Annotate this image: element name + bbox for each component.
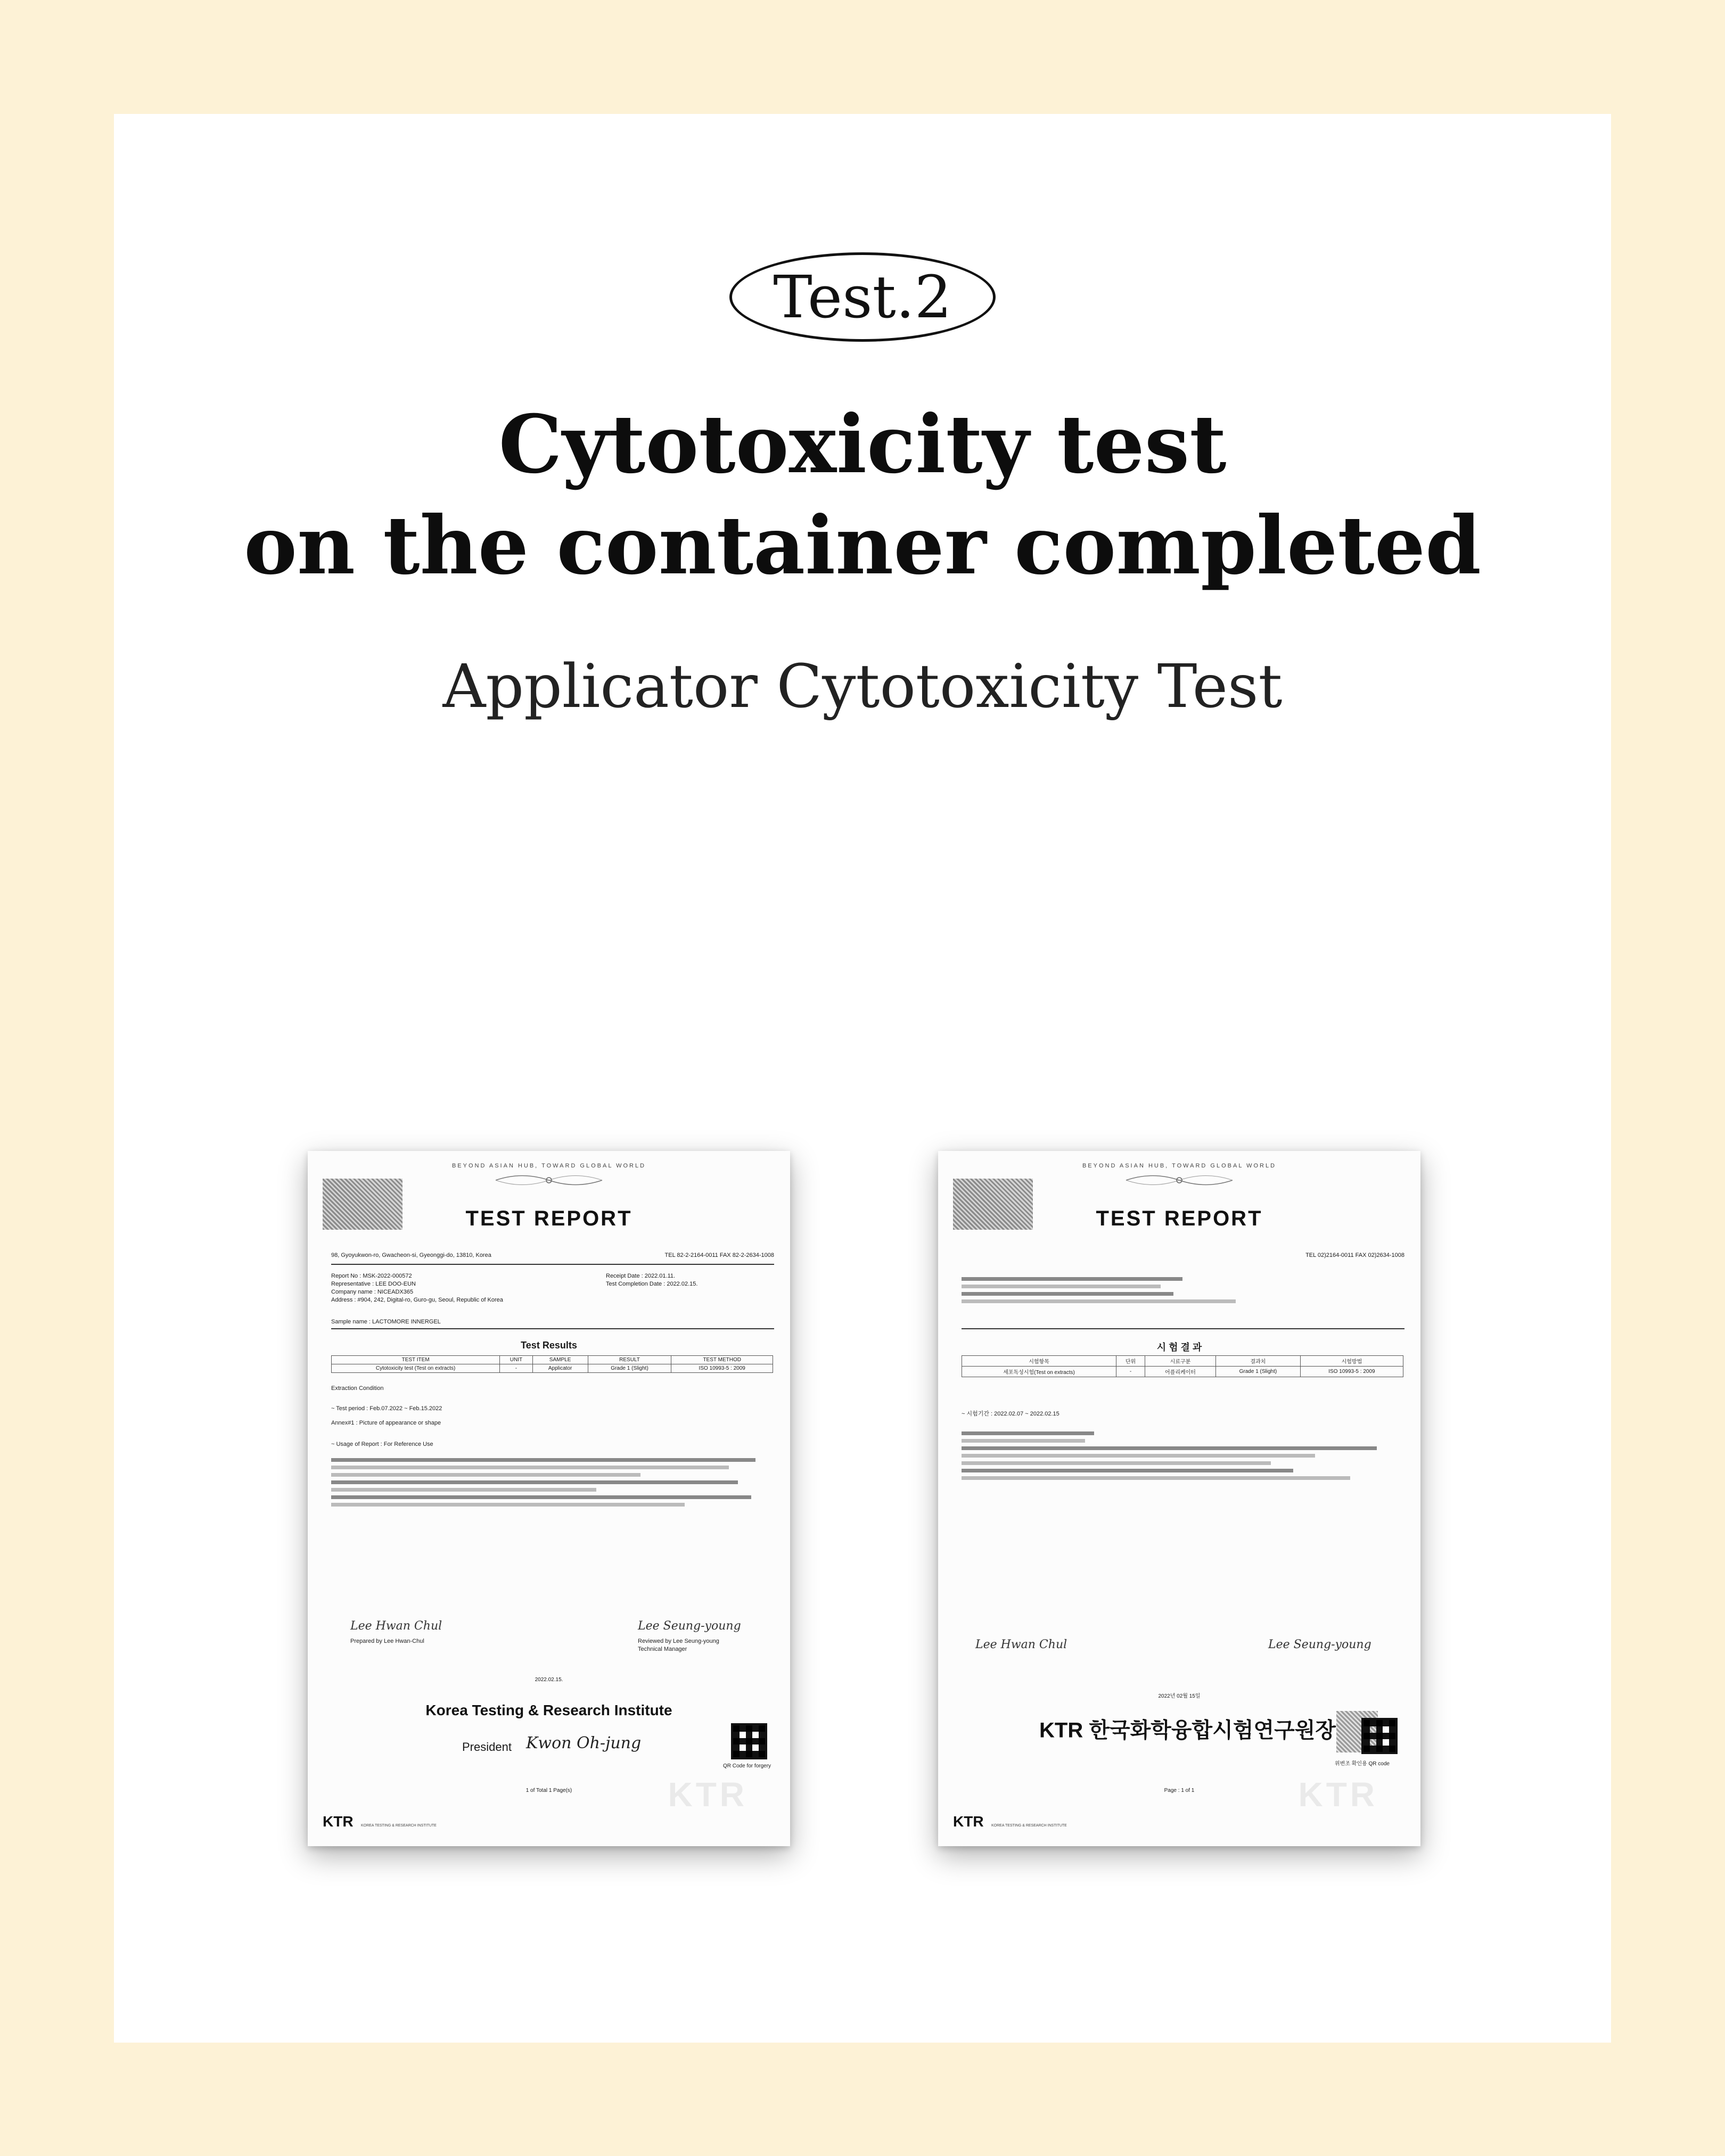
table-header: TEST METHOD <box>671 1356 773 1364</box>
report-address: 98, Gyoyukwon-ro, Gwacheon-si, Gyeonggi-do, 13810, Korea <box>331 1252 491 1258</box>
table-header: 결과치 <box>1216 1356 1301 1367</box>
report-title: TEST REPORT <box>465 1207 632 1230</box>
page-title <box>0 394 1725 596</box>
divider <box>962 1328 1404 1329</box>
completion-date: Test Completion Date : 2022.02.15. <box>606 1281 698 1287</box>
report-tel-fax: TEL 02)2164-0011 FAX 02)2634-1008 <box>1305 1252 1404 1258</box>
reviewed-signature: Lee Seung-young <box>638 1619 741 1633</box>
results-table <box>331 1355 773 1373</box>
annex: Annex#1 : Picture of appearance or shape <box>331 1420 441 1426</box>
table-header: RESULT <box>588 1356 671 1364</box>
meta-value: : MSK-2022-000572 <box>359 1273 412 1279</box>
page-number: Page : 1 of 1 <box>1164 1788 1195 1793</box>
president-signature: Kwon Oh-jung <box>526 1734 642 1752</box>
report-dates <box>606 1272 697 1288</box>
results-table <box>962 1355 1403 1377</box>
page-subtitle: Applicator Cytotoxicity Test <box>442 652 1283 721</box>
president-label: President <box>462 1740 512 1754</box>
qr-code-icon <box>731 1723 767 1759</box>
page-title-line-1: Cytotoxicity test <box>498 398 1227 491</box>
reviewed-signature: Lee Seung-young <box>1268 1638 1371 1651</box>
table-cell: ISO 10993-5 : 2009 <box>1300 1367 1403 1377</box>
table-header: UNIT <box>500 1356 532 1364</box>
ktr-watermark: KTR <box>1298 1775 1378 1814</box>
table-cell: Grade 1 (Slight) <box>1216 1367 1301 1377</box>
ktr-logo: KTR <box>953 1813 984 1830</box>
korean-meta-lines <box>962 1273 1403 1307</box>
ktr-logo: KTR <box>323 1813 354 1830</box>
report-usage: ~ Usage of Report : For Reference Use <box>331 1441 433 1447</box>
test-number-badge: Test.2 <box>729 252 996 342</box>
report-tel-fax: TEL 82-2-2164-0011 FAX 82-2-2634-1008 <box>664 1252 774 1258</box>
page-number: 1 of Total 1 Page(s) <box>525 1788 572 1793</box>
divider <box>331 1264 774 1265</box>
test-period: ~ Test period : Feb.07.2022 ~ Feb.15.2022 <box>331 1405 442 1412</box>
table-header: TEST ITEM <box>332 1356 500 1364</box>
results-title: Test Results <box>521 1340 577 1351</box>
table-header: SAMPLE <box>532 1356 588 1364</box>
results-title: 시 험 결 과 <box>1156 1342 1202 1353</box>
meta-label: Company name <box>331 1289 373 1295</box>
qr-code-icon <box>1361 1718 1398 1754</box>
table-cell: - <box>500 1364 532 1373</box>
institute-name <box>1039 1711 1378 1752</box>
meta-value: : #904, 242, Digital-ro, Guro-gu, Seoul, Republic of Korea <box>354 1297 503 1303</box>
korean-note-lines <box>962 1428 1403 1484</box>
technical-manager: Technical Manager <box>638 1646 687 1652</box>
test-period: ~ 시험기간 : 2022.02.07 ~ 2022.02.15 <box>962 1411 1059 1417</box>
english-test-report-image <box>308 1151 790 1846</box>
ornament-icon <box>490 1171 607 1189</box>
note-text-lines <box>331 1454 773 1510</box>
institute-name-text: KTR 한국화학융합시험연구원장 <box>1039 1718 1336 1742</box>
table-header: 시료구분 <box>1145 1356 1215 1367</box>
report-slogan: BEYOND ASIAN HUB, TOWARD GLOBAL WORLD <box>1082 1163 1277 1169</box>
table-header: 시험항목 <box>962 1356 1116 1367</box>
table-cell: 세포독성시험(Test on extracts) <box>962 1367 1116 1377</box>
reviewed-by: Reviewed by Lee Seung-young <box>638 1638 719 1644</box>
table-cell: Cytotoxicity test (Test on extracts) <box>332 1364 500 1373</box>
table-cell: ISO 10993-5 : 2009 <box>671 1364 773 1373</box>
issue-date: 2022.02.15. <box>535 1677 563 1683</box>
qr-caption: 위변조 확인용 QR code <box>1335 1761 1390 1767</box>
ktr-watermark: KTR <box>668 1775 748 1814</box>
meta-label: Address <box>331 1297 353 1303</box>
ornament-icon <box>1121 1171 1238 1189</box>
table-cell: Grade 1 (Slight) <box>588 1364 671 1373</box>
page-title-line-2: on the container completed <box>244 499 1481 593</box>
table-row <box>962 1367 1403 1377</box>
meta-value: : NICEADX365 <box>374 1289 414 1295</box>
report-title: TEST REPORT <box>1096 1207 1263 1230</box>
table-row <box>332 1364 773 1373</box>
divider <box>331 1328 774 1329</box>
prepared-by: Prepared by Lee Hwan-Chul <box>350 1638 424 1644</box>
meta-label: Representative <box>331 1281 371 1287</box>
ktr-logo-subtitle: KOREA TESTING & RESEARCH INSTITUTE <box>361 1824 437 1828</box>
meta-label: Report No <box>331 1273 358 1279</box>
prepared-signature: Lee Hwan Chul <box>350 1619 442 1633</box>
table-header-row <box>962 1356 1403 1367</box>
issue-date: 2022년 02월 15일 <box>1158 1693 1201 1699</box>
report-meta <box>331 1272 629 1304</box>
table-header-row <box>332 1356 773 1364</box>
table-header: 시험방법 <box>1300 1356 1403 1367</box>
receipt-date: Receipt Date : 2022.01.11. <box>606 1273 676 1279</box>
korean-test-report-image <box>938 1151 1420 1846</box>
qr-caption: QR Code for forgery <box>723 1763 771 1769</box>
table-cell: - <box>1116 1367 1145 1377</box>
table-cell: 어플리케이터 <box>1145 1367 1215 1377</box>
table-header: 단위 <box>1116 1356 1145 1367</box>
table-cell: Applicator <box>532 1364 588 1373</box>
institute-name: Korea Testing & Research Institute <box>425 1702 672 1718</box>
ktr-logo-subtitle: KOREA TESTING & RESEARCH INSTITUTE <box>991 1824 1067 1828</box>
report-slogan: BEYOND ASIAN HUB, TOWARD GLOBAL WORLD <box>451 1163 646 1169</box>
sample-name: Sample name : LACTOMORE INNERGEL <box>331 1319 441 1325</box>
meta-value: : LEE DOO-EUN <box>372 1281 416 1287</box>
extraction-condition: Extraction Condition <box>331 1385 384 1392</box>
prepared-signature: Lee Hwan Chul <box>975 1638 1067 1651</box>
